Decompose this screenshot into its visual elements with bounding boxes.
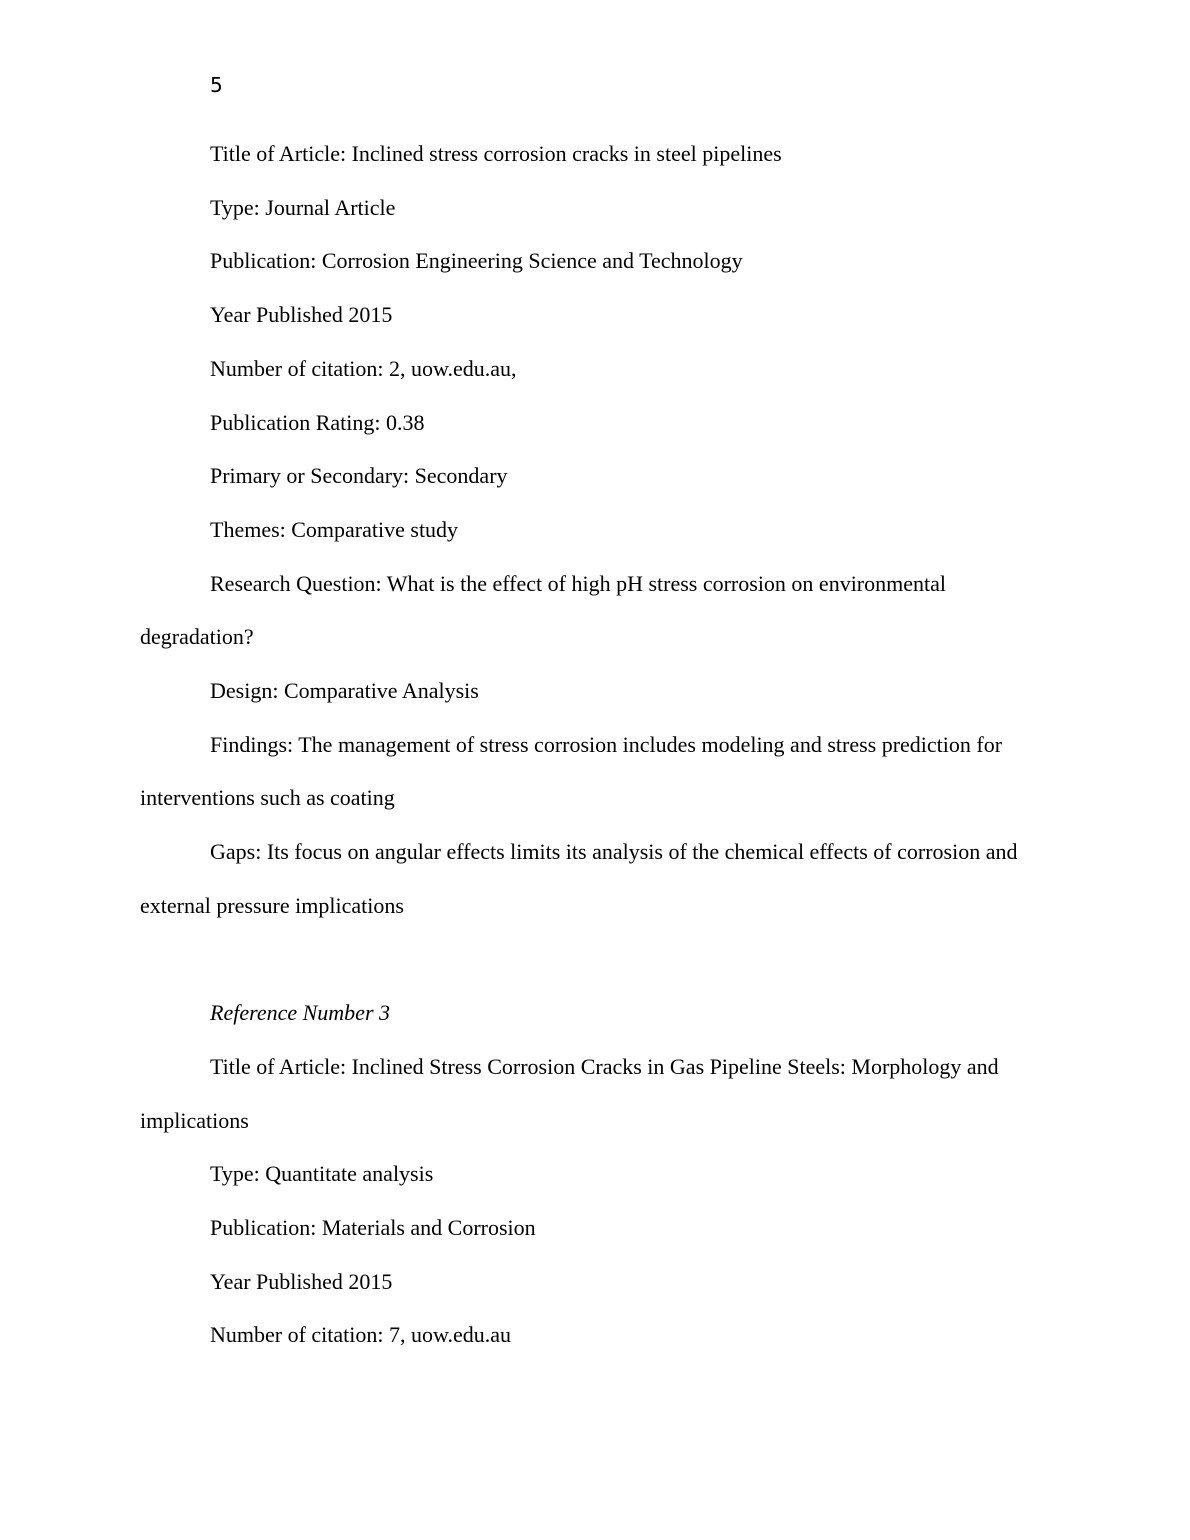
ref2-findings: Findings: The management of stress corrosion includes modeling and stress prediction for interventions such as coating <box>140 731 1003 811</box>
ref3-year: Year Published 2015 <box>210 1268 393 1294</box>
ref2-gaps: Gaps: Its focus on angular effects limits its analysis of the chemical effects of corrosion and external pressure implications <box>140 839 1018 918</box>
ref3-citations: Number of citation: 7, uow.edu.au <box>210 1322 511 1348</box>
ref2-title: Title of Article: Inclined stress corrosion cracks in steel pipelines <box>210 141 782 166</box>
ref2-type: Type: Journal Article <box>210 194 396 220</box>
ref3-publication: Publication: Materials and Corrosion <box>210 1215 536 1241</box>
ref2-themes: Themes: Comparative study <box>210 516 459 542</box>
ref3-heading: Reference Number 3 <box>210 1000 391 1026</box>
ref2-design: Design: Comparative Analysis <box>210 678 479 704</box>
ref2-rating: Publication Rating: 0.38 <box>210 409 425 435</box>
ref2-primary-secondary: Primary or Secondary: Secondary <box>210 463 508 489</box>
ref3-type: Type: Quantitate analysis <box>210 1161 434 1187</box>
ref2-research-question: Research Question: What is the effect of high pH stress corrosion on environmental degradation? <box>140 570 947 650</box>
document-body <box>140 127 1050 1362</box>
ref2-publication: Publication: Corrosion Engineering Science and Technology <box>210 248 743 274</box>
ref2-year: Year Published 2015 <box>210 302 393 328</box>
ref3-title: Title of Article: Inclined Stress Corrosion Cracks in Gas Pipeline Steels: Morphology and implications <box>140 1053 999 1133</box>
ref2-citations: Number of citation: 2, uow.edu.au, <box>210 355 517 381</box>
page-number: 5 <box>210 73 223 97</box>
blank-line <box>140 933 1050 987</box>
